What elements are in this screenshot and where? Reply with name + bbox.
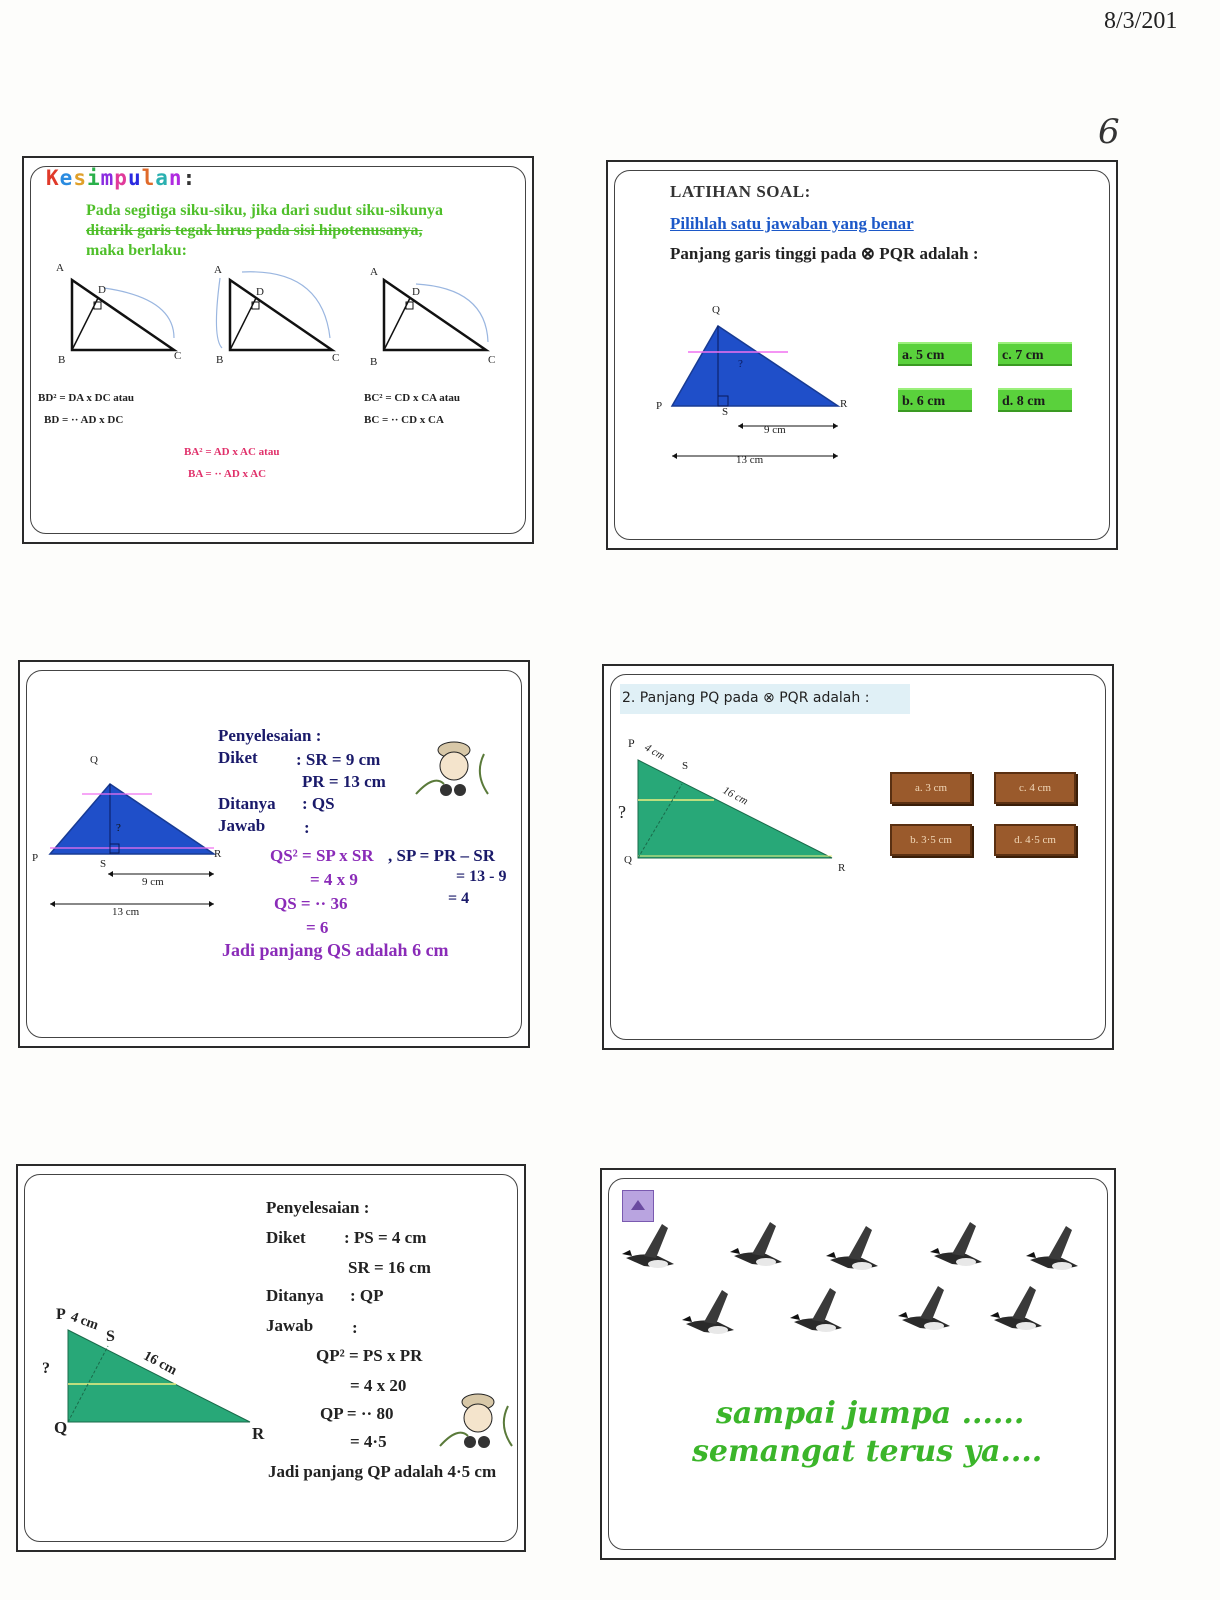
label-d-3: D <box>412 286 420 298</box>
goose-icon <box>990 1286 1042 1330</box>
diket-ps: : PS = 4 cm <box>344 1228 427 1247</box>
title-letter: K <box>46 166 60 190</box>
triangle-pqr <box>634 756 844 866</box>
label-q: Q <box>90 754 98 766</box>
label-p: P <box>32 852 39 864</box>
label-r: R <box>214 848 222 860</box>
title-letter: i <box>86 166 101 190</box>
formula-bd: BD = ·· AD x DC <box>44 414 124 426</box>
formula-bc-squared: BC² = CD x CA atau <box>364 392 461 404</box>
title-letter: e <box>59 166 74 190</box>
title-letter: a <box>155 166 169 190</box>
label-q: Q <box>54 1418 68 1437</box>
step-2: = 4 x 20 <box>350 1376 407 1395</box>
title-letter: : <box>182 166 197 190</box>
intro-line-2: ditarik garis tegak lurus pada sisi hipotenusanya, <box>86 222 423 239</box>
slide-latihan-soal <box>606 160 1118 550</box>
label-p: P <box>656 400 663 412</box>
dim-sr: 16 cm <box>140 1348 180 1379</box>
conclusion: Jadi panjang QP adalah 4·5 cm <box>268 1462 497 1481</box>
step-3: QP = ·· 80 <box>320 1404 394 1423</box>
label-b-3: B <box>370 356 378 368</box>
step-1: QS² = SP x SR <box>270 846 374 865</box>
label-unknown: ? <box>42 1360 50 1377</box>
goose-icon <box>930 1222 982 1266</box>
penyelesaian-heading: Penyelesaian : <box>266 1198 370 1217</box>
slide-penutup <box>600 1168 1116 1560</box>
step-4: = 6 <box>306 918 329 937</box>
goose-icon <box>826 1226 878 1270</box>
triangle-pqr <box>32 772 232 922</box>
ditanya-label: Ditanya <box>266 1286 324 1305</box>
label-q: Q <box>624 854 632 866</box>
label-a-1: A <box>56 262 64 274</box>
triangle-pqr <box>648 302 898 472</box>
step-1b: , SP = PR – SR <box>388 846 495 865</box>
option-b[interactable]: b. 6 cm <box>898 388 972 412</box>
label-unknown: ? <box>738 358 743 370</box>
label-b-1: B <box>58 354 66 366</box>
label-c-1: C <box>174 350 182 362</box>
goose-icon <box>1026 1226 1078 1270</box>
diket-sr: : SR = 9 cm <box>296 750 381 769</box>
diket-pr: PR = 13 cm <box>302 772 386 791</box>
label-s: S <box>100 858 107 870</box>
triangle-1 <box>72 280 174 350</box>
ditanya-label: Ditanya <box>218 794 276 813</box>
label-unknown: ? <box>618 802 626 822</box>
page-number: 6 <box>1098 112 1120 152</box>
option-b[interactable]: b. 3·5 cm <box>890 824 972 856</box>
jawab-label: Jawab <box>218 816 266 835</box>
title-letter: l <box>141 166 156 190</box>
slide-title: LATIHAN SOAL: <box>670 182 811 201</box>
triangle-diagrams <box>24 258 532 378</box>
formula-ba: BA = ·· AD x AC <box>188 468 267 480</box>
label-s: S <box>722 406 729 418</box>
label-p: P <box>628 736 635 750</box>
diket-sr: SR = 16 cm <box>348 1258 431 1277</box>
step-2b: = 13 - 9 <box>456 868 507 885</box>
label-c-3: C <box>488 354 496 366</box>
step-3: QS = ·· 36 <box>274 894 348 913</box>
title-letter: u <box>127 166 142 190</box>
label-p: P <box>56 1306 66 1323</box>
explorer-cartoon-icon <box>414 734 494 804</box>
goose-icon <box>898 1286 950 1330</box>
slide-kesimpulan <box>22 156 534 544</box>
formula-ba-squared: BA² = AD x AC atau <box>184 446 280 458</box>
option-d[interactable]: d. 8 cm <box>998 388 1072 412</box>
label-s: S <box>682 760 689 772</box>
step-3b: = 4 <box>448 890 470 907</box>
jawab-label: Jawab <box>266 1316 314 1335</box>
page-date: 8/3/201 <box>1104 8 1178 34</box>
ditanya-val: : QS <box>302 794 335 813</box>
option-a[interactable]: a. 3 cm <box>890 772 972 804</box>
label-r: R <box>252 1424 265 1443</box>
farewell-line-1: sampai jumpa ...... <box>716 1396 1025 1431</box>
label-r: R <box>840 398 848 410</box>
dim-ps: 4 cm <box>68 1309 101 1334</box>
label-a-2: A <box>214 264 222 276</box>
intro-line-1: Pada segitiga siku-siku, jika dari sudut siku-sikunya <box>86 202 444 219</box>
step-1: QP² = PS x PR <box>316 1346 423 1365</box>
goose-icon <box>730 1222 782 1266</box>
triangle-2 <box>216 272 332 350</box>
diket-label: Diket <box>266 1228 306 1247</box>
dim-ps: 4 cm <box>642 741 667 763</box>
label-b-2: B <box>216 354 224 366</box>
jawab-val: : <box>352 1318 358 1337</box>
goose-icon <box>622 1224 674 1268</box>
option-c[interactable]: c. 7 cm <box>998 342 1072 366</box>
question-text: 2. Panjang PQ pada ⊗ PQR adalah : <box>622 690 870 706</box>
slide-penyelesaian-1 <box>18 660 530 1048</box>
option-a[interactable]: a. 5 cm <box>898 342 972 366</box>
slide-title <box>46 166 196 190</box>
option-d[interactable]: d. 4·5 cm <box>994 824 1076 856</box>
conclusion: Jadi panjang QS adalah 6 cm <box>222 940 449 960</box>
diket-label: Diket <box>218 748 258 767</box>
farewell-line-2: semangat terus ya.... <box>692 1434 1043 1469</box>
step-2: = 4 x 9 <box>310 870 358 889</box>
title-letter: p <box>114 166 128 190</box>
dim-pr: 13 cm <box>112 906 140 918</box>
formula-bc: BC = ·· CD x CA <box>364 414 444 426</box>
title-letter: n <box>168 166 183 190</box>
triangle-3 <box>384 280 488 350</box>
label-a-3: A <box>370 266 378 278</box>
flying-geese-image <box>612 1200 1102 1370</box>
dim-pr: 13 cm <box>736 454 764 466</box>
question-text: Panjang garis tinggi pada ⊗ PQR adalah : <box>670 244 979 263</box>
jawab-val: : <box>304 818 310 837</box>
label-s: S <box>106 1328 115 1345</box>
goose-icon <box>682 1290 734 1334</box>
penyelesaian-heading: Penyelesaian : <box>218 726 322 745</box>
slide-penyelesaian-2 <box>16 1164 526 1552</box>
dim-sr: 9 cm <box>142 876 164 888</box>
dim-sr: 16 cm <box>720 784 750 808</box>
instruction-link: Pilihlah satu jawaban yang benar <box>670 214 914 233</box>
label-c-2: C <box>332 352 340 364</box>
label-r: R <box>838 862 846 874</box>
label-d-1: D <box>98 284 106 296</box>
intro-line-3: maka berlaku: <box>86 242 187 259</box>
formula-bd-squared: BD² = DA x DC atau <box>38 392 135 404</box>
label-d-2: D <box>256 286 264 298</box>
ditanya-val: : QP <box>350 1286 384 1305</box>
option-c[interactable]: c. 4 cm <box>994 772 1076 804</box>
step-4: = 4·5 <box>350 1432 387 1451</box>
title-letter: m <box>100 166 115 190</box>
label-unknown: ? <box>116 822 121 834</box>
dim-sr: 9 cm <box>764 424 786 436</box>
explorer-cartoon-icon <box>438 1386 518 1456</box>
slide-soal-2 <box>602 664 1114 1050</box>
label-q: Q <box>712 304 720 316</box>
goose-icon <box>790 1288 842 1332</box>
title-letter: s <box>73 166 87 190</box>
